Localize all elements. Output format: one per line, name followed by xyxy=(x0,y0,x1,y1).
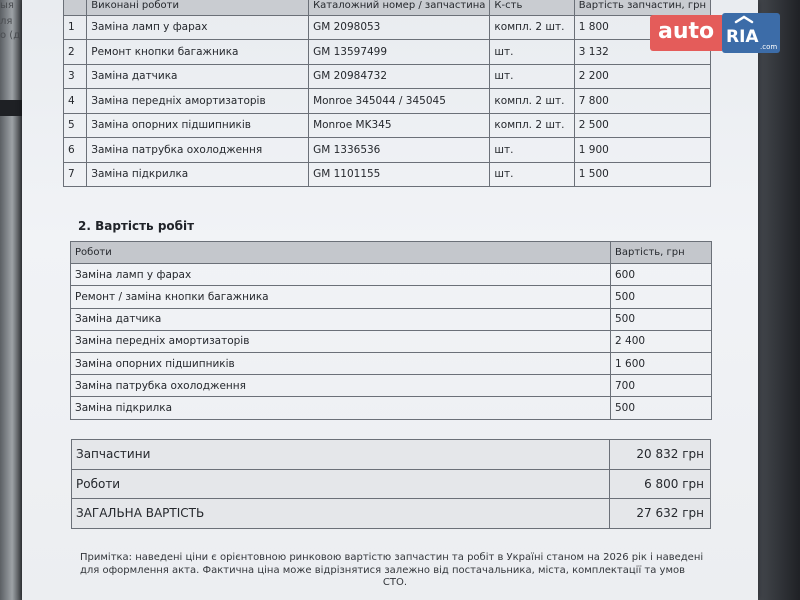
row-work: Ремонт / заміна кнопки багажника xyxy=(71,286,611,308)
row-number: 6 xyxy=(64,138,87,163)
row-price: 7 800 xyxy=(574,89,710,114)
row-catalog: Monroe 345044 / 345045 xyxy=(309,89,490,114)
row-work: Ремонт кнопки багажника xyxy=(87,40,309,65)
row-work: Заміна патрубка охолодження xyxy=(71,375,611,397)
row-number: 3 xyxy=(64,64,87,89)
auto-ria-watermark xyxy=(650,13,780,53)
table-row xyxy=(71,330,712,352)
table-row xyxy=(64,64,711,89)
totals-row-parts xyxy=(72,440,711,470)
table-row xyxy=(71,397,712,419)
row-catalog: Monroe MK345 xyxy=(309,113,490,138)
row-work: Заміна передніх амортизаторів xyxy=(71,330,611,352)
row-catalog: GM 1336536 xyxy=(309,138,490,163)
ria-logo-icon xyxy=(722,13,780,53)
footnote xyxy=(80,552,710,590)
row-number: 4 xyxy=(64,89,87,114)
parts-table-header xyxy=(64,0,711,15)
table-row xyxy=(71,375,712,397)
row-price: 1 500 xyxy=(574,162,710,187)
row-price: 500 xyxy=(611,397,712,419)
table-row xyxy=(71,286,712,308)
row-price: 1 900 xyxy=(574,138,710,163)
section-title-labour-cost: 2. Вартість робіт xyxy=(78,219,195,233)
row-qty: компл. 2 шт. xyxy=(490,15,574,40)
header-number xyxy=(64,0,87,15)
row-qty: шт. xyxy=(490,40,574,65)
row-work: Заміна підкрилка xyxy=(87,162,309,187)
row-price: 2 400 xyxy=(611,330,712,352)
header-work: Роботи xyxy=(71,242,611,264)
table-row xyxy=(64,15,711,40)
header-labour-price: Вартість, грн xyxy=(611,242,712,264)
labour-table-header xyxy=(71,242,712,264)
row-work: Заміна опорних підшипників xyxy=(71,352,611,374)
row-qty: компл. 2 шт. xyxy=(490,113,574,138)
watermark-domain-text: .com xyxy=(760,43,778,51)
watermark-ria-logo xyxy=(722,13,780,53)
parts-table xyxy=(63,0,711,187)
totals-table xyxy=(71,439,711,529)
row-number: 5 xyxy=(64,113,87,138)
row-price: 2 200 xyxy=(574,64,710,89)
row-price: 1 800 xyxy=(574,15,710,40)
row-catalog: GM 2098053 xyxy=(309,15,490,40)
row-work: Заміна підкрилка xyxy=(71,397,611,419)
row-work: Заміна ламп у фарах xyxy=(87,15,309,40)
header-work: Виконані роботи xyxy=(87,0,309,15)
totals-label: ЗАГАЛЬНА ВАРТІСТЬ xyxy=(72,499,610,529)
totals-row-grand-total xyxy=(72,499,711,529)
totals-row-labour xyxy=(72,469,711,499)
totals-value: 6 800 грн xyxy=(610,469,711,499)
row-work: Заміна датчика xyxy=(87,64,309,89)
row-price: 2 500 xyxy=(574,113,710,138)
table-row xyxy=(71,308,712,330)
row-price: 3 132 xyxy=(574,40,710,65)
margin-fragment: ля xyxy=(0,16,13,27)
table-row xyxy=(64,89,711,114)
footnote-line: Примітка: наведені ціни є орієнтовною ринковою вартістю запчастин та робіт в Україні станом на 2026 рік і наведені xyxy=(80,552,704,563)
row-work: Заміна датчика xyxy=(71,308,611,330)
row-price: 600 xyxy=(611,264,712,286)
row-qty: шт. xyxy=(490,138,574,163)
header-parts-price: Вартість запчастин, грн xyxy=(574,0,710,15)
totals-value: 20 832 грн xyxy=(610,440,711,470)
row-qty: компл. 2 шт. xyxy=(490,89,574,114)
row-price: 500 xyxy=(611,308,712,330)
watermark-auto-text: auto xyxy=(650,15,722,51)
table-row xyxy=(64,162,711,187)
row-catalog: GM 20984732 xyxy=(309,64,490,89)
totals-value: 27 632 грн xyxy=(610,499,711,529)
document-sheet xyxy=(22,0,758,600)
table-row xyxy=(71,352,712,374)
watermark-ria-text: RIA xyxy=(726,27,759,47)
row-qty: шт. xyxy=(490,64,574,89)
background-strip xyxy=(0,100,22,116)
table-row xyxy=(71,264,712,286)
footnote-line: для оформлення акта. Фактична ціна може відрізнятися залежно від постачальника, міста, комплектації та умов xyxy=(80,564,685,576)
row-work: Заміна передніх амортизаторів xyxy=(87,89,309,114)
row-number: 1 xyxy=(64,15,87,40)
row-work: Заміна патрубка охолодження xyxy=(87,138,309,163)
footnote-line: СТО. xyxy=(382,577,408,588)
table-row xyxy=(64,40,711,65)
header-qty: К-сть xyxy=(490,0,574,15)
row-qty: шт. xyxy=(490,162,574,187)
row-price: 700 xyxy=(611,375,712,397)
totals-label: Запчастини xyxy=(72,440,610,470)
row-price: 1 600 xyxy=(611,352,712,374)
margin-fragment: о (д xyxy=(0,30,21,41)
row-catalog: GM 13597499 xyxy=(309,40,490,65)
margin-fragment: ыя xyxy=(0,0,14,11)
totals-label: Роботи xyxy=(72,469,610,499)
row-number: 7 xyxy=(64,162,87,187)
labour-table xyxy=(70,241,712,420)
row-price: 500 xyxy=(611,286,712,308)
row-catalog: GM 1101155 xyxy=(309,162,490,187)
row-work: Заміна ламп у фарах xyxy=(71,264,611,286)
row-number: 2 xyxy=(64,40,87,65)
background-left-sheet xyxy=(0,0,22,600)
table-row xyxy=(64,113,711,138)
row-work: Заміна опорних підшипників xyxy=(87,113,309,138)
header-catalog: Каталожний номер / запчастина xyxy=(309,0,490,15)
table-row xyxy=(64,138,711,163)
